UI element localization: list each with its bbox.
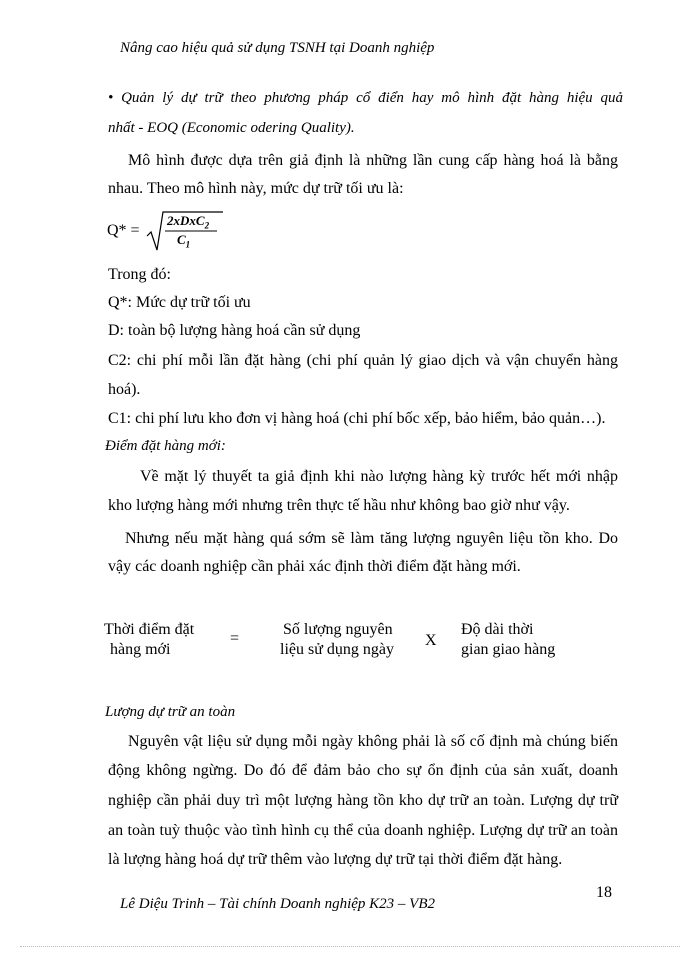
paragraph-3-line1: Nhưng nếu mặt hàng quá sớm sẽ làm tăng lượng nguyên liệu tồn kho. Do <box>125 530 618 547</box>
definition-c2-line1: C2: chi phí mỗi lần đặt hàng (chi phí quản lý giao dịch và vận chuyển hàng <box>108 352 618 369</box>
definition-c1: C1: chi phí lưu kho đơn vị hàng hoá (chi phí bốc xếp, bảo hiểm, bảo quản…). <box>108 410 606 427</box>
footer-divider <box>20 946 680 947</box>
section-title-safety-stock: Lượng dự trữ an toàn <box>105 704 236 720</box>
equation-times-sign: X <box>425 632 437 649</box>
equation-right-line2: gian giao hàng <box>461 641 556 658</box>
paragraph-3-line2: vậy các doanh nghiệp cần phải xác định thời điểm đặt hàng mới. <box>108 558 521 575</box>
eoq-formula <box>107 210 227 254</box>
definitions-heading: Trong đó: <box>108 266 171 283</box>
paragraph-1-line1: Mô hình được dựa trên giả định là những lần cung cấp hàng hoá là bằng <box>128 152 618 169</box>
equation-right-line1: Độ dài thời <box>461 621 534 638</box>
formula-numerator: 2xDxC$_2$ <box>167 213 210 231</box>
definition-d: D: toàn bộ lượng hàng hoá cần sử dụng <box>108 322 361 339</box>
paragraph-4-line1: Nguyên vật liệu sử dụng mỗi ngày không phải là số cố định mà chúng biến <box>128 733 618 750</box>
bullet-heading-line2: nhất - EOQ (Economic odering Quality). <box>108 120 355 136</box>
page-number: 18 <box>596 884 612 901</box>
paragraph-2-line1: Về mặt lý thuyết ta giả định khi nào lượng hàng kỳ trước hết mới nhập <box>140 468 618 485</box>
paragraph-1-line2: nhau. Theo mô hình này, mức dự trữ tối ưu là: <box>108 180 404 197</box>
equation-middle-line1: Số lượng nguyên <box>283 621 393 638</box>
equation-equals-sign: = <box>230 630 240 647</box>
equation-left-line2: hàng mới <box>110 641 171 658</box>
paragraph-4-line2: động không ngừng. Do đó để đảm bảo cho sự ổn định của sản xuất, doanh <box>108 762 618 779</box>
definition-q: Q*: Mức dự trữ tối ưu <box>108 294 251 311</box>
formula-denominator: $C_1$ <box>177 232 191 250</box>
paragraph-4-line5: là lượng hàng hoá dự trữ thêm vào lượng dự trữ tại thời điểm đặt hàng. <box>108 851 563 868</box>
paragraph-4-line3: nghiệp cần phải duy trì một lượng hàng tồn kho dự trữ an toàn. Lượng dự trữ <box>108 792 618 809</box>
page-header: Nâng cao hiệu quả sử dụng TSNH tại Doanh nghiệp <box>120 40 435 56</box>
page-footer: Lê Diệu Trinh – Tài chính Doanh nghiệp K23 – VB2 <box>120 896 435 912</box>
paragraph-2-line2: kho lượng hàng mới nhưng trên thực tế hầu như không bao giờ như vậy. <box>108 497 570 514</box>
formula-lhs: Q* = <box>107 222 140 239</box>
equation-middle-line2: liệu sử dụng ngày <box>280 641 394 658</box>
bullet-heading-line1: • Quản lý dự trữ theo phương pháp cổ điển hay mô hình đặt hàng hiệu quả <box>108 90 623 106</box>
equation-left-line1: Thời điểm đặt <box>104 621 195 638</box>
definition-c2-line2: hoá). <box>108 381 141 398</box>
paragraph-4-line4: an toàn tuỳ thuộc vào tình hình cụ thể của doanh nghiệp. Lượng dự trữ an toàn <box>108 822 618 839</box>
section-title-reorder-point: Điểm đặt hàng mới: <box>105 438 226 454</box>
